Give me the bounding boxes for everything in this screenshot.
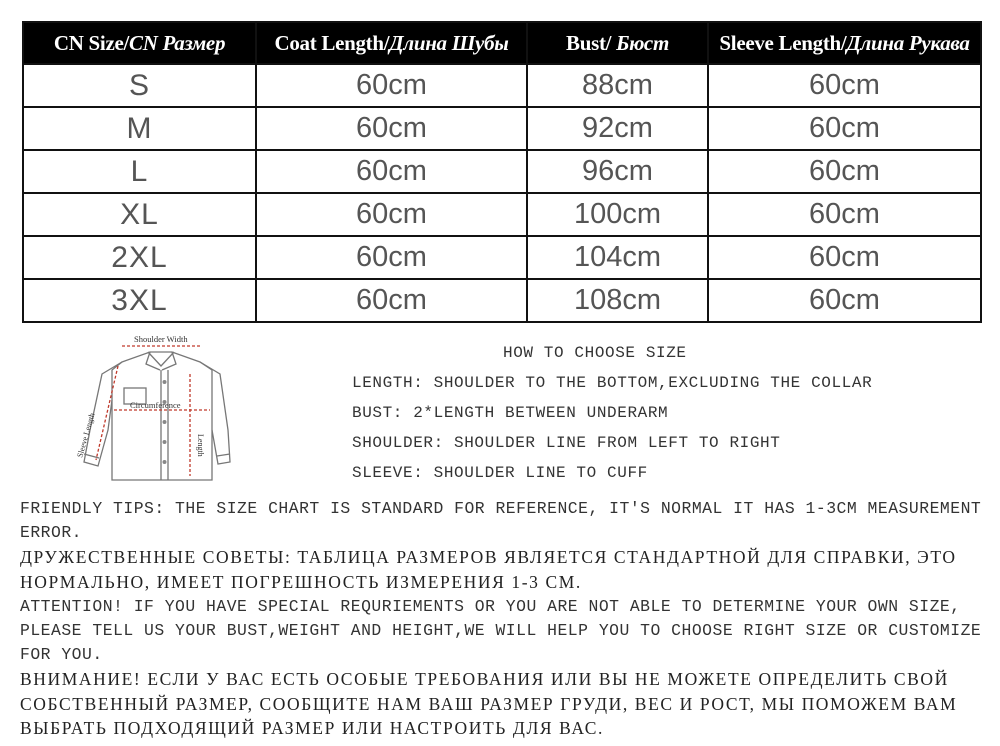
table-row <box>23 150 981 193</box>
table-row <box>23 64 981 107</box>
coat-length-cell: 60cm <box>256 107 527 150</box>
table-row <box>23 107 981 150</box>
sleeve-length-cell: 60cm <box>708 236 981 279</box>
bust-cell: 100cm <box>527 193 708 236</box>
shirt-measurement-diagram <box>62 330 252 490</box>
guide-sleeve-line: SLEEVE: SHOULDER LINE TO CUFF <box>352 464 648 482</box>
shirt-buttons <box>163 380 167 464</box>
guide-title: HOW TO CHOOSE SIZE <box>503 344 687 362</box>
shoulder-width-label: Shoulder Width <box>134 334 188 344</box>
bust-cell: 88cm <box>527 64 708 107</box>
table-header-row <box>23 22 981 64</box>
sleeve-length-cell: 60cm <box>708 64 981 107</box>
coat-length-cell: 60cm <box>256 64 527 107</box>
bust-cell: 96cm <box>527 150 708 193</box>
header-sleeve-length: Sleeve Length/Длина Рукава <box>708 22 981 64</box>
coat-length-cell: 60cm <box>256 279 527 322</box>
measurement-lines <box>96 346 210 476</box>
bust-cell: 92cm <box>527 107 708 150</box>
coat-length-cell: 60cm <box>256 150 527 193</box>
attention-ru: ВНИМАНИЕ! ЕСЛИ У ВАС ЕСТЬ ОСОБЫЕ ТРЕБОВАНИЯ ИЛИ ВЫ НЕ МОЖЕТЕ ОПРЕДЕЛИТЬ СВОЙ СОБСТВЕННЫЙ РАЗМЕР, СООБЩИТЕ НАМ ВАШ РАЗМЕР ГРУДИ, ВЕС И РОСТ, МЫ ПОМОЖЕМ ВАМ ВЫБРАТЬ ПОДХОДЯЩИЙ РАЗМЕР ИЛИ НАСТРОИТЬ ДЛЯ ВАС. <box>20 669 958 738</box>
friendly-tips-en: FRIENDLY TIPS: THE SIZE CHART IS STANDARD FOR REFERENCE, IT'S NORMAL IT HAS 1-3CM MEASUREMENT ERROR. <box>20 499 982 542</box>
size-cell: 3XL <box>23 279 256 322</box>
sleeve-length-cell: 60cm <box>708 279 981 322</box>
header-bust: Bust/ Бюст <box>527 22 708 64</box>
size-chart-table <box>22 21 982 323</box>
sleeve-length-label: Sleeve Length <box>75 411 97 459</box>
guide-shoulder-line: SHOULDER: SHOULDER LINE FROM LEFT TO RIGHT <box>352 434 781 452</box>
bust-cell: 104cm <box>527 236 708 279</box>
table-row <box>23 236 981 279</box>
size-cell: S <box>23 64 256 107</box>
bust-cell: 108cm <box>527 279 708 322</box>
table-row <box>23 279 981 322</box>
sleeve-length-cell: 60cm <box>708 193 981 236</box>
size-cell: XL <box>23 193 256 236</box>
coat-length-cell: 60cm <box>256 193 527 236</box>
header-size: CN Size/CN Размер <box>23 22 256 64</box>
friendly-tips-ru: ДРУЖЕСТВЕННЫЕ СОВЕТЫ: ТАБЛИЦА РАЗМЕРОВ ЯВЛЯЕТСЯ СТАНДАРТНОЙ ДЛЯ СПРАВКИ, ЭТО НОРМАЛЬНО, ИМЕЕТ ПОГРЕШНОСТЬ ИЗМЕРЕНИЯ 1-3 СМ. <box>20 547 957 592</box>
header-coat-length: Coat Length/Длина Шубы <box>256 22 527 64</box>
attention-en: ATTENTION! IF YOU HAVE SPECIAL REQURIEMENTS OR YOU ARE NOT ABLE TO DETERMINE YOUR OWN SIZE, PLEASE TELL US YOUR BUST,WEIGHT AND HEIGHT,WE WILL HELP YOU TO CHOOSE RIGHT SIZE OR CUSTOMIZE FOR YOU. <box>20 597 982 664</box>
guide-bust-line: BUST: 2*LENGTH BETWEEN UNDERARM <box>352 404 669 422</box>
guide-length-line: LENGTH: SHOULDER TO THE BOTTOM,EXCLUDING THE COLLAR <box>352 374 873 392</box>
size-cell: L <box>23 150 256 193</box>
size-cell: M <box>23 107 256 150</box>
circumference-label: Circumference <box>130 400 181 410</box>
coat-length-cell: 60cm <box>256 236 527 279</box>
size-cell: 2XL <box>23 236 256 279</box>
length-label: Length <box>196 434 205 457</box>
table-row <box>23 193 981 236</box>
sleeve-length-cell: 60cm <box>708 150 981 193</box>
sleeve-length-cell: 60cm <box>708 107 981 150</box>
